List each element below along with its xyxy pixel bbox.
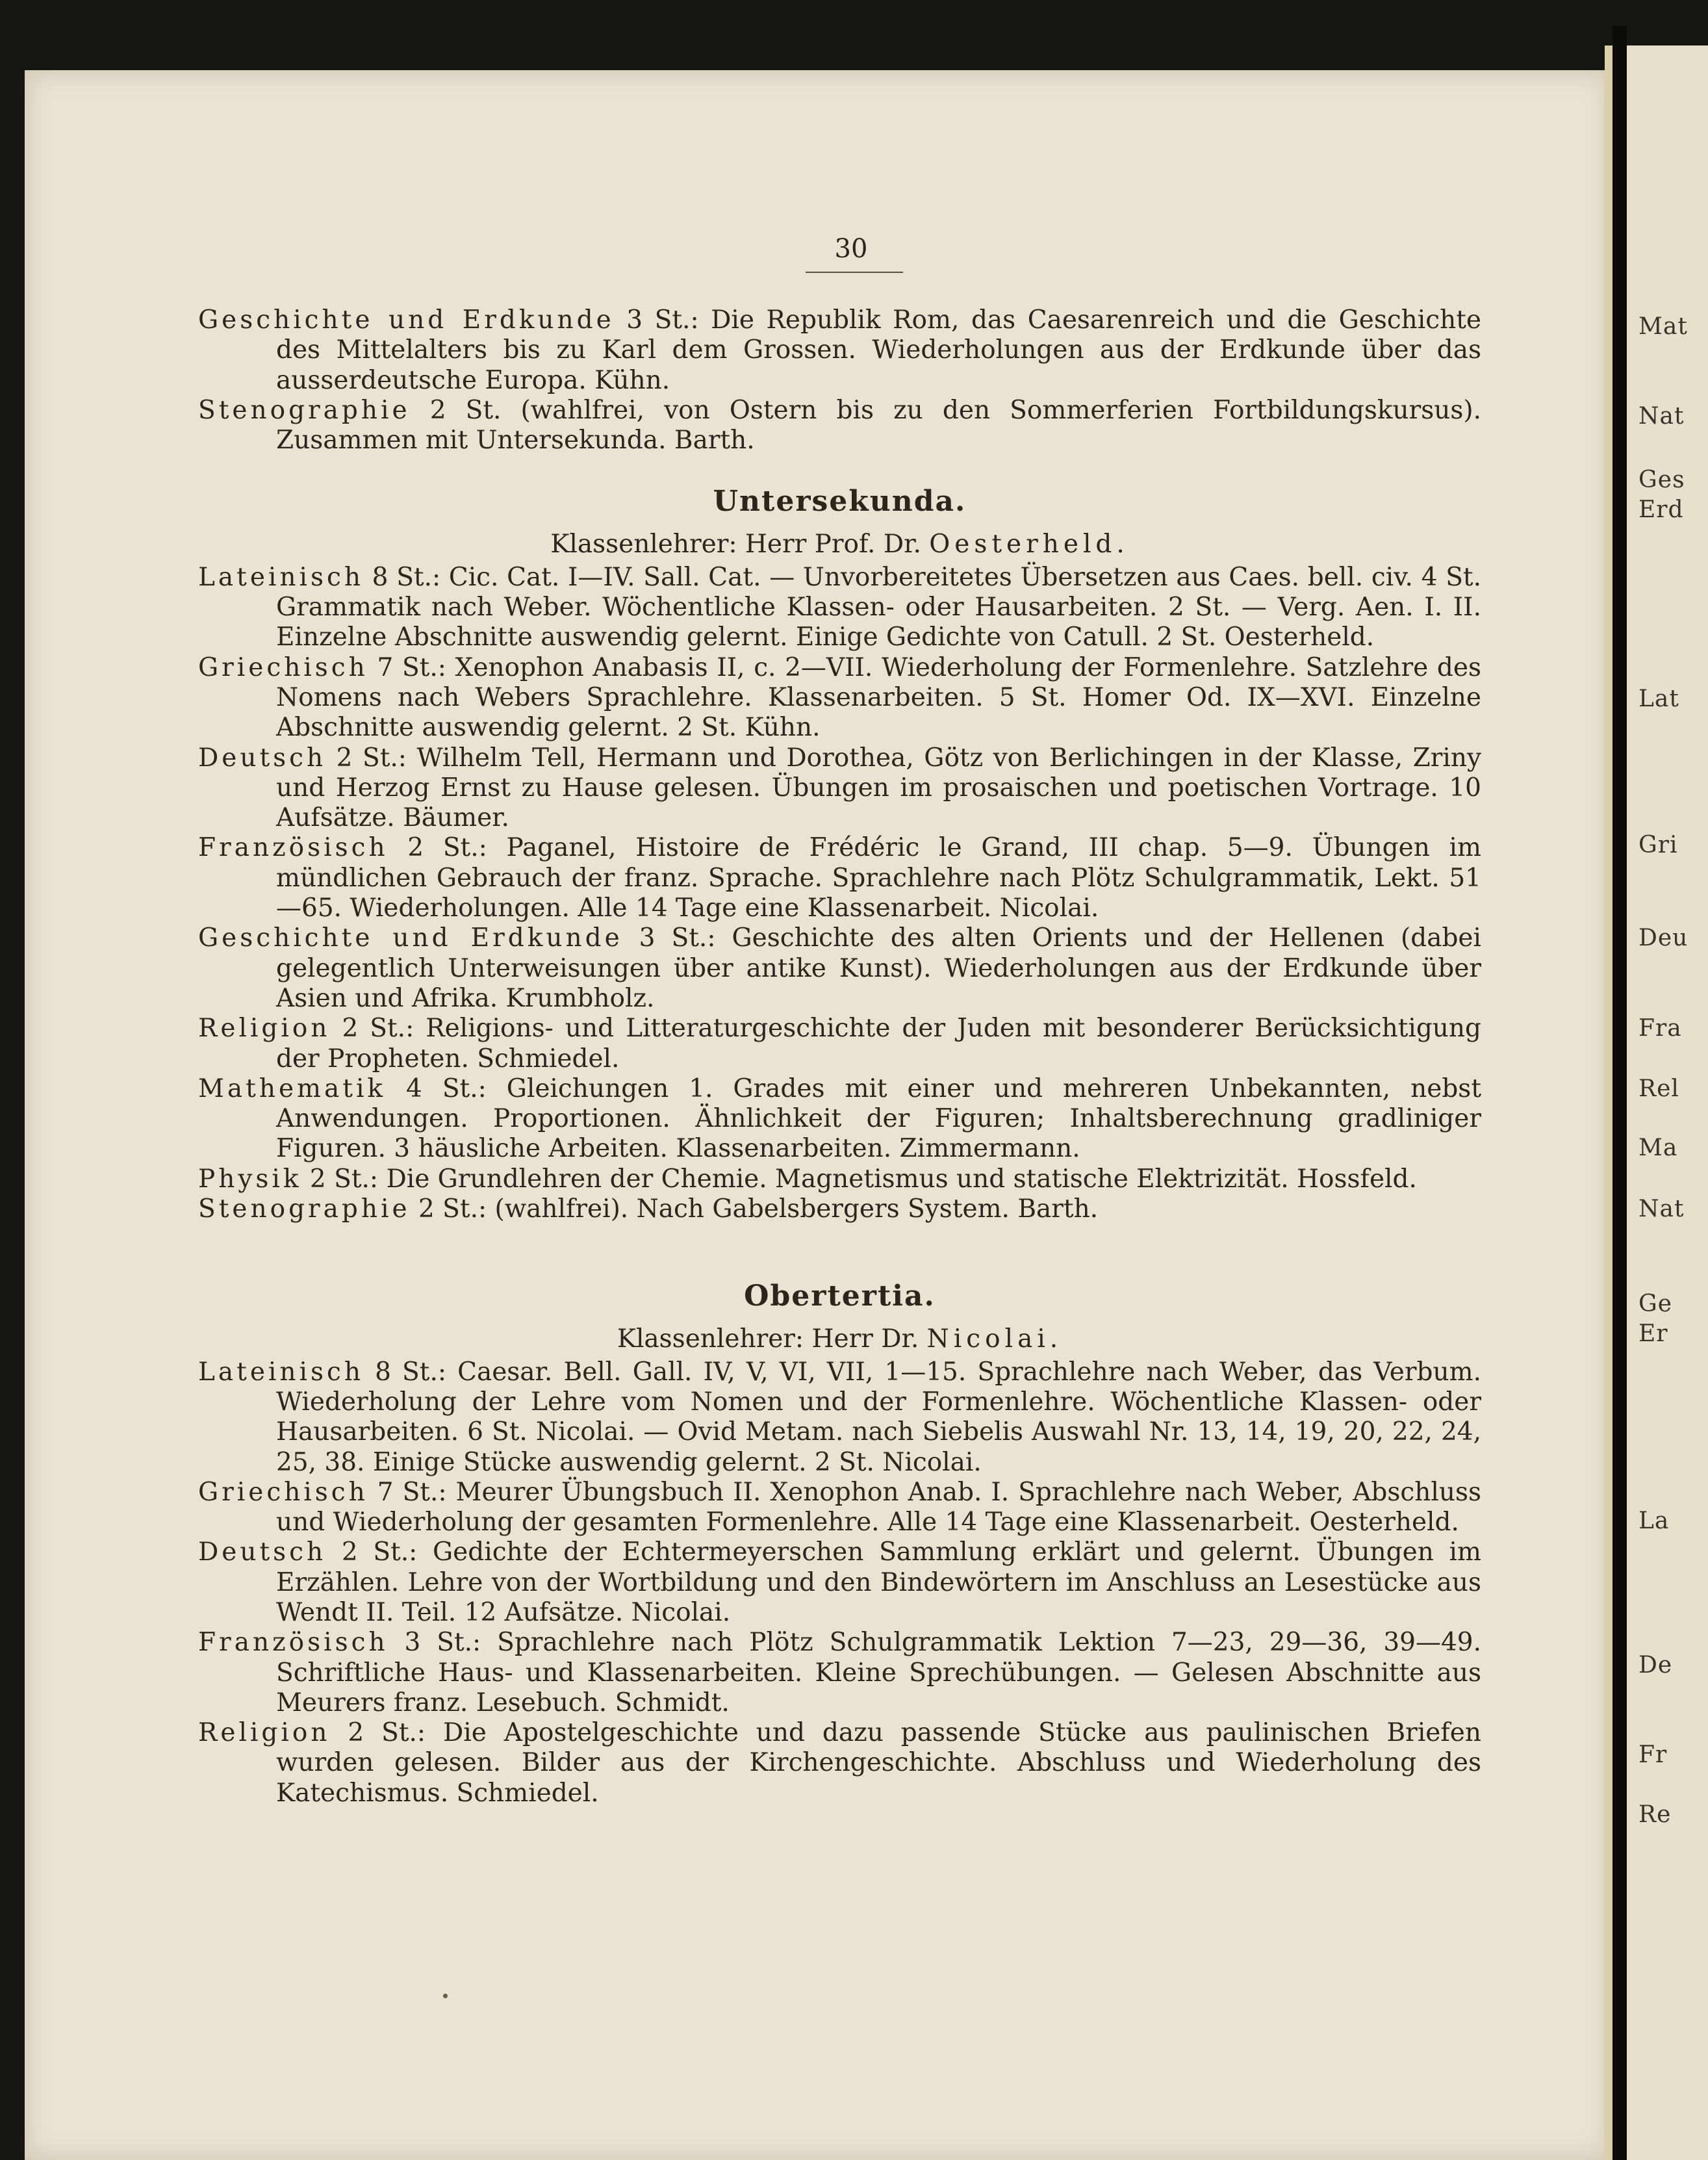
facing-fragment: Deu: [1638, 925, 1689, 951]
facing-fragment: Ma: [1638, 1135, 1678, 1161]
subject-label: Geschichte und Erdkunde: [198, 305, 615, 335]
subject-label: Religion: [198, 1014, 331, 1044]
subject-label: Deutsch: [198, 1537, 327, 1567]
entry-geschichte-erdkunde: [198, 923, 1481, 1014]
subject-label: Mathematik: [198, 1074, 387, 1103]
facing-fragment: Erd: [1638, 496, 1684, 523]
subject-label: Physik: [198, 1164, 302, 1194]
entry-deutsch: [198, 1537, 1481, 1628]
facing-fragment: Rel: [1638, 1075, 1679, 1102]
class-teacher-line: [198, 530, 1481, 559]
entry-religion: [198, 1718, 1481, 1808]
subject-label: Griechisch: [198, 1477, 368, 1507]
subject-label: Französisch: [198, 833, 389, 863]
entry-mathematik: [198, 1074, 1481, 1164]
entry-text: 2 St.: (wahlfrei). Nach Gabelsbergers System. Barth.: [410, 1194, 1099, 1224]
entry-text: 2 St.: Die Grundlehren der Chemie. Magnetismus und statische Elektrizität. Hossfeld.: [301, 1164, 1417, 1194]
entry-text: 8 St.: Cic. Cat. I—IV. Sall. Cat. — Unvorbereitetes Übersetzen aus Caes. bell. civ. 4 St. Grammatik nach Weber. Wöchentliche Klassen- oder Hausarbeiten. 2 St. — Verg. Aen. I. II. Einzelne Abschnitte auswendig gelernt. Einige Gedichte von Catull. 2 St. Oesterheld.: [276, 562, 1481, 652]
facing-fragment: Mat: [1638, 313, 1688, 340]
teacher-prefix: Klassenlehrer: Herr Prof. Dr.: [550, 530, 930, 559]
page-content: [198, 305, 1481, 1808]
facing-fragment: Gri: [1638, 832, 1678, 858]
subject-label: Religion: [198, 1718, 331, 1748]
entry-text: 7 St.: Xenophon Anabasis II, c. 2—VII. Wiederholung der Formenlehre. Satzlehre des Nomens nach Webers Sprachlehre. Klassenarbeiten. 5 St. Homer Od. IX—XVI. Einzelne Abschnitte auswendig gelernt. 2 St. Kühn.: [276, 652, 1481, 743]
entry-text: 2 St.: Religions- und Litteraturgeschichte der Juden mit besonderer Berücksichtigung der Propheten. Schmiedel.: [276, 1014, 1481, 1074]
entry-franzoesisch: [198, 1628, 1481, 1718]
entry-lateinisch: [198, 1357, 1481, 1478]
entry-franzoesisch: [198, 833, 1481, 923]
entry-text: 2 St.: Die Apostelgeschichte und dazu passende Stücke aus paulinischen Briefen wurden gelesen. Bilder aus der Kirchengeschichte. Abschluss und Wiederholung des Katechismus. Schmiedel.: [276, 1718, 1481, 1808]
subject-label: Stenographie: [198, 1194, 411, 1224]
entry-text: 2 St.: Gedichte der Echtermeyerschen Sammlung erklärt und gelernt. Übungen im Erzählen. Lehre von der Wortbildung und den Bindewörtern im Anschluss an Lesestücke aus Wendt II. Teil. 12 Aufsätze. Nicolai.: [276, 1537, 1481, 1627]
entry-text: 2 St.: Paganel, Histoire de Frédéric le Grand, III chap. 5—9. Übungen im mündlichen Gebrauch der franz. Sprache. Sprachlehre nach Plötz Schulgrammatik, Lekt. 51—65. Wiederholungen. Alle 14 Tage eine Klassenarbeit. Nicolai.: [276, 833, 1481, 923]
teacher-name: Oesterheld.: [929, 530, 1129, 559]
entry-text: 2 St. (wahlfrei, von Ostern bis zu den Sommerferien Fortbildungskursus). Zusammen mit Untersekunda. Barth.: [276, 395, 1481, 456]
entry-text: 3 St.: Geschichte des alten Orients und der Hellenen (dabei gelegentlich Unterweisungen über antike Kunst). Wiederholungen aus der Erdkunde über Asien und Afrika. Krumbholz.: [276, 923, 1481, 1013]
page-edge: [1605, 45, 1612, 2160]
page-number: 30: [834, 234, 868, 264]
facing-fragment: Ges: [1638, 467, 1685, 493]
facing-fragment: De: [1638, 1652, 1673, 1678]
entry-deutsch: [198, 743, 1481, 834]
facing-page-edge: [1627, 45, 1708, 2160]
entry-stenographie: [198, 1194, 1481, 1224]
entry-geschichte-erdkunde-cont: [198, 305, 1481, 396]
facing-fragment: Er: [1638, 1320, 1668, 1347]
page-number-rule: [806, 272, 903, 273]
subject-label: Lateinisch: [198, 562, 364, 592]
entry-text: 4 St.: Gleichungen 1. Grades mit einer und mehreren Unbekannten, nebst Anwendungen. Proportionen. Ähnlichkeit der Figuren; Inhaltsberechnung gradliniger Figuren. 3 häusliche Arbeiten. Klassenarbeiten. Zimmermann.: [276, 1074, 1481, 1164]
facing-fragment: Lat: [1638, 686, 1679, 712]
facing-fragment: Fr: [1638, 1742, 1668, 1768]
book-gutter: [1612, 26, 1627, 2160]
entry-stenographie-cont: [198, 396, 1481, 456]
entry-physik: [198, 1164, 1481, 1194]
class-teacher-line: [198, 1324, 1481, 1354]
section-title-obertertia: Obertertia.: [744, 1279, 936, 1313]
section-title-untersekunda: Untersekunda.: [713, 485, 967, 519]
entry-text: 3 St.: Die Republik Rom, das Caesarenreich und die Geschichte des Mittelalters bis zu Karl dem Grossen. Wiederholungen aus der Erdkunde über das ausserdeutsche Europa. Kühn.: [276, 305, 1481, 395]
teacher-prefix: Klassenlehrer: Herr Dr.: [617, 1324, 927, 1354]
entry-religion: [198, 1014, 1481, 1074]
facing-fragment: Fra: [1638, 1015, 1682, 1042]
entry-text: 3 St.: Sprachlehre nach Plötz Schulgrammatik Lektion 7—23, 29—36, 39—49. Schriftliche Haus- und Klassenarbeiten. Kleine Sprechübungen. — Gelesen Abschnitte aus Meurers franz. Lesebuch. Schmidt.: [276, 1628, 1481, 1717]
facing-fragment: Nat: [1638, 403, 1685, 430]
subject-label: Stenographie: [198, 395, 411, 425]
entry-griechisch: [198, 653, 1481, 743]
facing-fragment: Ge: [1638, 1291, 1673, 1317]
facing-fragment: La: [1638, 1508, 1670, 1534]
entry-text: 8 St.: Caesar. Bell. Gall. IV, V, VI, VII, 1—15. Sprachlehre nach Weber, das Verbum. Wiederholung der Lehre vom Nomen und der Formenlehre. Wöchentliche Klassen- oder Hausarbeiten. 6 St. Nicolai. — Ovid Metam. nach Siebelis Auswahl Nr. 13, 14, 19, 20, 22, 24, 25, 38. Einige Stücke auswendig gelernt. 2 St. Nicolai.: [276, 1357, 1481, 1477]
entry-lateinisch: [198, 563, 1481, 653]
subject-label: Lateinisch: [198, 1357, 364, 1387]
subject-label: Französisch: [198, 1628, 389, 1658]
teacher-name: Nicolai.: [926, 1324, 1063, 1354]
entry-text: 7 St.: Meurer Übungsbuch II. Xenophon Anab. I. Sprachlehre nach Weber, Abschluss und Wiederholung der gesamten Formenlehre. Alle 14 Tage eine Klassenarbeit. Oesterheld.: [276, 1477, 1481, 1537]
subject-label: Deutsch: [198, 743, 327, 773]
facing-fragment: Nat: [1638, 1196, 1685, 1222]
entry-text: 2 St.: Wilhelm Tell, Hermann und Dorothea, Götz von Berlichingen in der Klasse, Zriny und Herzog Ernst zu Hause gelesen. Übungen im prosaischen und poetischen Vortrage. 10 Aufsätze. Bäumer.: [276, 743, 1481, 833]
subject-label: Griechisch: [198, 652, 368, 682]
ink-speck: [443, 1994, 448, 1998]
subject-label: Geschichte und Erdkunde: [198, 923, 623, 953]
entry-griechisch: [198, 1478, 1481, 1538]
facing-fragment: Re: [1638, 1801, 1672, 1828]
